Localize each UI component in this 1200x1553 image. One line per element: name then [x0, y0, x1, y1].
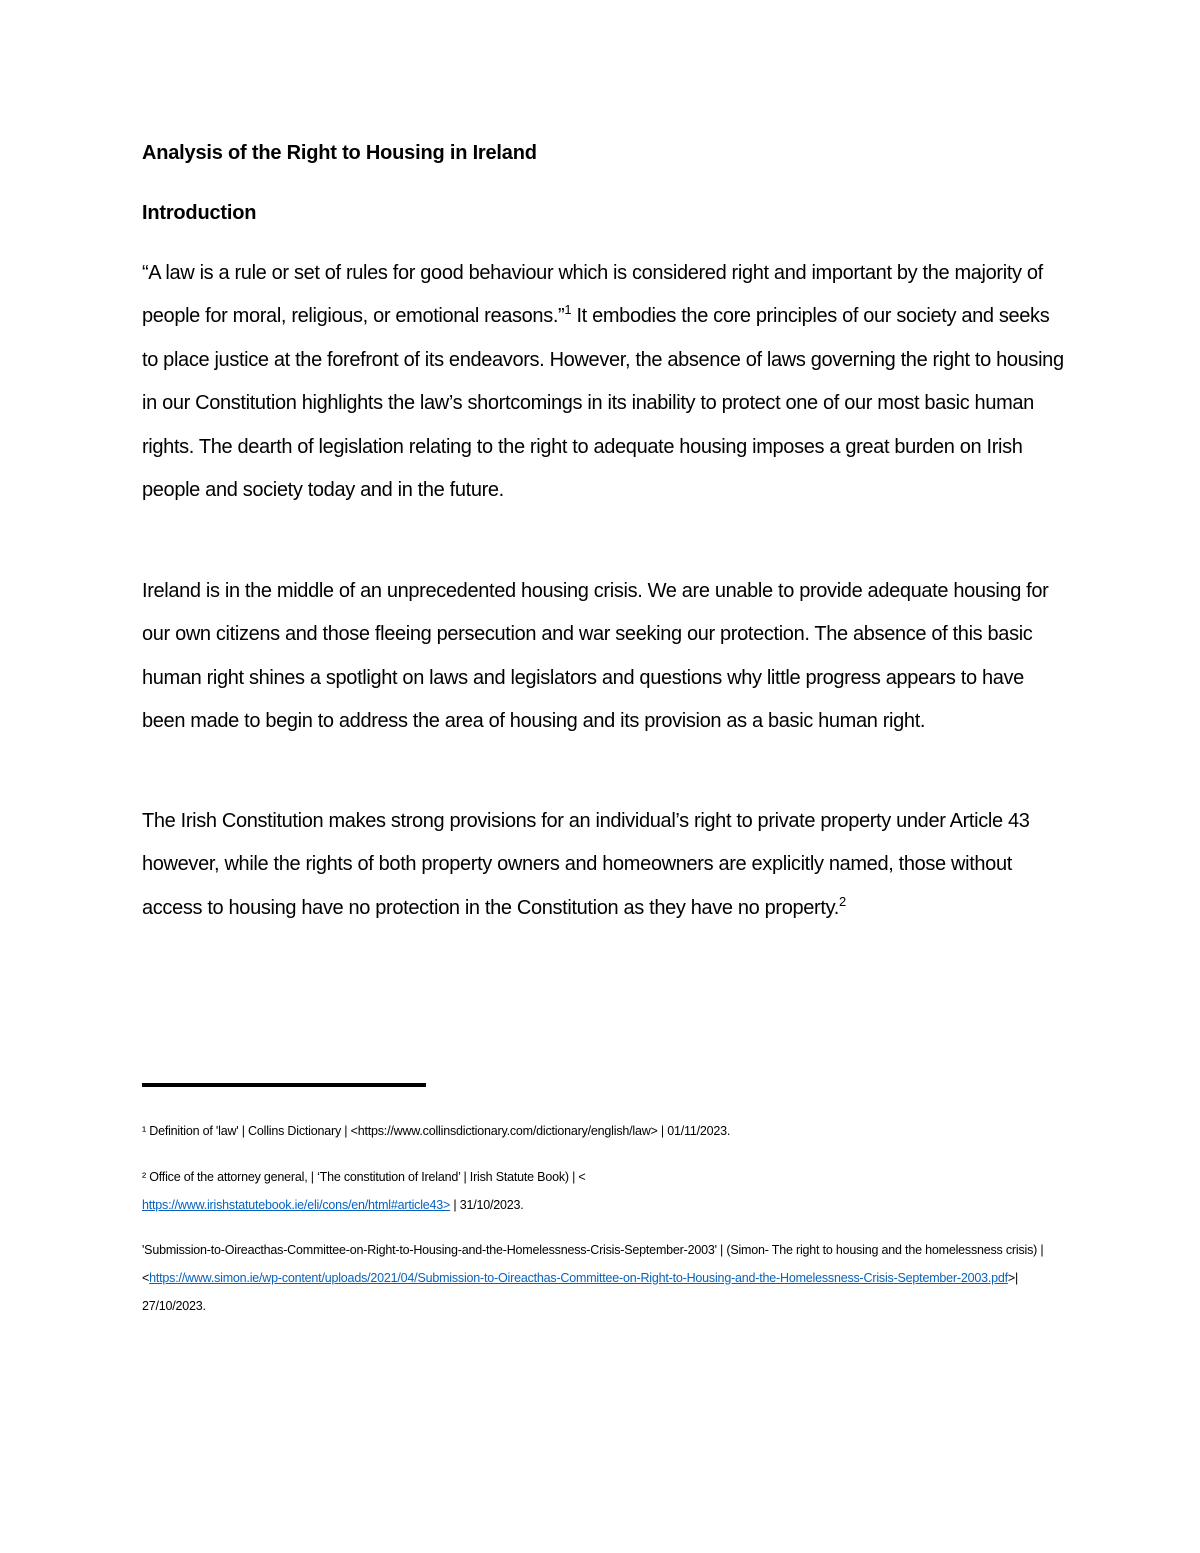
footnote-1-marker: ¹: [142, 1124, 146, 1138]
footnote-1: [142, 1117, 1052, 1145]
document-title: Analysis of the Right to Housing in Ireland: [142, 142, 537, 164]
paragraph-constitution: [142, 800, 1067, 930]
footnote-3-link[interactable]: https://www.simon.ie/wp-content/uploads/2021/04/Submission-to-Oireacthas-Committee-on-Right-to-Housing-and-the-Homelessness-Crisis-September-2003.pdf: [149, 1271, 1008, 1285]
footnote-1-text: Definition of 'law' | Collins Dictionary | <https://www.collinsdictionary.com/dictionary/english/law> | 01/11/2023.: [145, 1124, 731, 1138]
footnote-3-pre: 'Submission-to-Oireacthas-Committee-on-Right-to-Housing-and-the-Homelessness-Crisis-September-2003' | (Simon- The right to housing and the homelessness crisis) | <: [142, 1243, 1044, 1285]
paragraph-1-rest: It embodies the core principles of our society and seeks to place justice at the forefront of its endeavors. However, the absence of laws governing the right to housing in our Constitution highlights the law’s shortcomings in its inability to protect one of our most basic human rights. The dearth of legislation relating to the right to adequate housing imposes a great burden on Irish people and society today and in the future.: [142, 305, 1064, 502]
footnote-2-marker: ²: [142, 1170, 146, 1184]
footnote-3: [142, 1236, 1052, 1320]
footnote-2-pre: Office of the attorney general, | ‘The constitution of Ireland’ | Irish Statute Book) | <: [145, 1170, 586, 1184]
footnote-ref-1[interactable]: 1: [564, 302, 572, 318]
footnote-2-link[interactable]: https://www.irishstatutebook.ie/eli/cons/en/html#article43>: [142, 1198, 451, 1212]
footnote-separator: [142, 1083, 426, 1087]
paragraph-3-text: The Irish Constitution makes strong provisions for an individual’s right to private property under Article 43 however, while the rights of both property owners and homeowners are explicitly named, those without access to housing have no protection in the Constitution as they have no property.: [142, 810, 1030, 919]
footnote-ref-2[interactable]: 2: [838, 893, 846, 909]
footnote-2-post: | 31/10/2023.: [450, 1198, 524, 1212]
paragraph-law-definition: [142, 252, 1067, 512]
footnote-2: [142, 1163, 1052, 1219]
law-quote: “A law is a rule or set of rules for good behaviour which is considered right and important by the majority of people for moral, religious, or emotional reasons.”: [142, 262, 1043, 328]
footnote-3-post: >| 27/10/2023.: [142, 1271, 1019, 1313]
paragraph-housing-crisis: Ireland is in the middle of an unprecedented housing crisis. We are unable to provide adequate housing for our own citizens and those fleeing persecution and war seeking our protection. The absence of this basic human right shines a spotlight on laws and legislators and questions why little progress appears to have been made to begin to address the area of housing and its provision as a basic human right.: [142, 580, 1049, 733]
section-heading-introduction: Introduction: [142, 202, 257, 224]
